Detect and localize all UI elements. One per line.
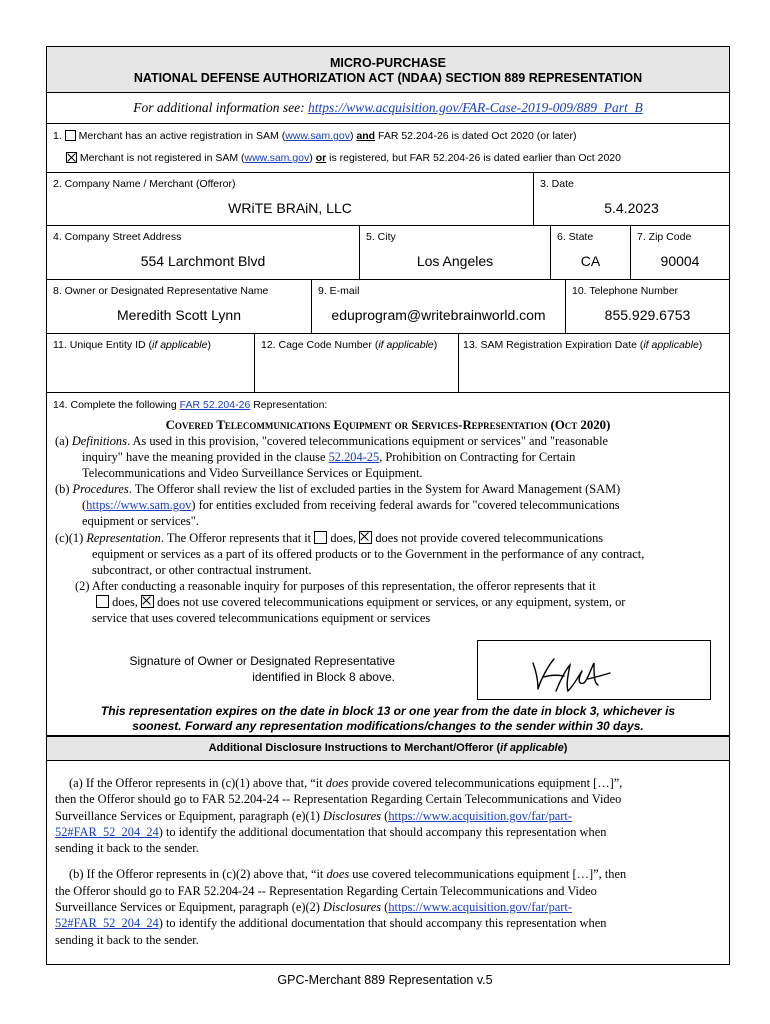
form-frame — [46, 46, 730, 965]
block14-intro: 14. Complete the following FAR 52.204-26 Representation: — [53, 399, 328, 411]
state-value: CA — [580, 253, 601, 269]
form-header — [47, 47, 729, 93]
representation-title: Covered Telecommunications Equipment or Services-Representation (Oct 2020) — [165, 418, 611, 432]
far-part-52-link-b[interactable]: https://www.acquisition.gov/far/part- — [388, 900, 572, 915]
far-52-204-26-link[interactable]: FAR 52.204-26 — [179, 399, 251, 411]
far-52-204-25-link[interactable]: 52.204-25 — [328, 450, 380, 465]
owner-value: Meredith Scott Lynn — [117, 307, 241, 323]
city-value: Los Angeles — [416, 253, 494, 269]
block1-option1-checkbox[interactable] — [65, 130, 76, 141]
sam-link[interactable]: www.sam.gov — [244, 152, 310, 164]
signature-box[interactable] — [477, 640, 711, 700]
company-label: 2. Company Name / Merchant (Offeror) — [53, 178, 236, 190]
sam-expiration-label: 13. SAM Registration Expiration Date (if applicable) — [463, 339, 703, 351]
street-cell[interactable] — [47, 226, 360, 279]
far-part-52-link-a-cont[interactable]: 52#FAR_52_204_24 — [55, 824, 159, 839]
date-value: 5.4.2023 — [604, 200, 659, 216]
company-cell[interactable] — [47, 173, 534, 225]
c2-does-not-checkbox[interactable] — [141, 595, 154, 608]
owner-cell[interactable] — [47, 280, 312, 333]
sam-expiration-cell[interactable] — [459, 334, 729, 392]
block1-row — [47, 124, 729, 173]
disclosure-text: (a) If the Offeror represents in (c)(1) above that, “it does provide covered telecommunications equipment […]”, then the Offeror should go to FAR 52.204-24 -- Representation Regarding Certain Telecommunications and Video Surveillance Services or Equipment, paragraph (e)(1) Disclosures (https://www.acquisition.gov/far/part- 52#FAR_52_204_24) to identify the additional documentation that should accompany this representation when sending it back to the sender. (b) If the Offeror represents in (c)(2) above that, “it does use covered telecommunications equipment […]”, then the Offeror should go to FAR 52.204-24 -- Representation Regarding Certain Telecommunications and Video Surveillance Services or Equipment, paragraph (e)(2) Disclosures (https://www.acquisition.gov/far/part- 52#FAR_52_204_24) to identify the additional documentation that should accompany this representation when sending it back to the sender. — [55, 776, 627, 947]
email-cell[interactable] — [312, 280, 566, 333]
header-title-line1: MICRO-PURCHASE — [330, 56, 446, 70]
representation-text: (a) Definitions. As used in this provision, "covered telecommunications equipment or services" and "reasonable inquiry" have the meaning provided in the clause 52.204-25, Prohibition on Contracting for Certain Telecommunications and Video Surveillance Services or Equipment. (b) Procedures. The Offeror shall review the list of excluded parties in the System for Award Management (SAM) (https://www.sam.gov) for entities excluded from receiving federal awards for "covered telecommunications equipment or services". (c)(1) Representation. The Offeror represents that it does, does not provide covered telecommunications equipment or services as a part of its offered products or to the Government in the performance of any contract, subcontract, or other contractual instrument. (2) After conducting a reasonable inquiry for purposes of this representation, the offeror represents that it does, does not use covered telecommunications equipment or services, or any equipment, system, or service that uses covered telecommunications equipment or services — [55, 434, 645, 626]
sam-gov-link[interactable]: https://www.sam.gov — [86, 498, 192, 513]
state-label: 6. State — [557, 231, 594, 243]
footer-version: GPC-Merchant 889 Representation v.5 — [277, 973, 493, 987]
phone-label: 10. Telephone Number — [572, 285, 679, 297]
address-row — [47, 226, 729, 280]
info-line — [47, 93, 729, 124]
info-link[interactable]: https://www.acquisition.gov/FAR-Case-2019-009/889_Part_B — [308, 100, 643, 115]
company-row — [47, 173, 729, 226]
cage-label: 12. Cage Code Number (if applicable) — [261, 339, 438, 351]
header-title-line2: NATIONAL DEFENSE AUTHORIZATION ACT (NDAA) SECTION 889 REPRESENTATION — [133, 71, 643, 85]
date-cell[interactable] — [534, 173, 729, 225]
sam-link[interactable]: www.sam.gov — [285, 130, 350, 142]
far-part-52-link-b-cont[interactable]: 52#FAR_52_204_24 — [55, 916, 159, 931]
c1-does-checkbox[interactable] — [314, 531, 327, 544]
email-label: 9. E-mail — [318, 285, 360, 297]
zip-value: 90004 — [660, 253, 700, 269]
c1-does-not-checkbox[interactable] — [359, 531, 372, 544]
contact-row — [47, 280, 729, 334]
company-value: WRiTE BRAiN, LLC — [228, 200, 352, 216]
street-value: 554 Larchmont Blvd — [140, 253, 266, 269]
phone-value: 855.929.6753 — [604, 307, 691, 323]
owner-label: 8. Owner or Designated Representative Name — [53, 285, 269, 297]
street-label: 4. Company Street Address — [53, 231, 182, 243]
uei-label: 11. Unique Entity ID (if applicable) — [53, 339, 211, 351]
block1-number: 1. — [53, 130, 62, 142]
zip-label: 7. Zip Code — [637, 231, 692, 243]
city-label: 5. City — [366, 231, 396, 243]
c2-does-checkbox[interactable] — [96, 595, 109, 608]
zip-cell[interactable] — [631, 226, 729, 279]
block1-option2-checkbox[interactable] — [66, 152, 77, 163]
cage-cell[interactable] — [255, 334, 459, 392]
signature-image — [478, 641, 710, 699]
email-value: eduprogram@writebrainworld.com — [331, 307, 546, 323]
registration-row — [47, 334, 729, 393]
info-prefix: For additional information see: — [133, 100, 308, 115]
block1-option2-text: Merchant is not registered in SAM (www.sam.gov) or is registered, but FAR 52.204-26 is dated earlier than Oct 2020 — [79, 152, 621, 164]
state-cell[interactable] — [551, 226, 631, 279]
city-cell[interactable] — [360, 226, 551, 279]
uei-cell[interactable] — [47, 334, 255, 392]
disclosure-header: Additional Disclosure Instructions to Merchant/Offeror (if applicable) — [47, 736, 729, 761]
phone-cell[interactable] — [566, 280, 729, 333]
block1-option1-text: Merchant has an active registration in SAM (www.sam.gov) and FAR 52.204-26 is dated Oct 2020 (or later) — [78, 130, 577, 142]
expiry-notice: This representation expires on the date in block 13 or one year from the date in block 3, whichever is soonest. Forward any representation modifications/changes to the sender within 30 days. — [100, 704, 676, 733]
signature-label: Signature of Owner or Designated Representative identified in Block 8 above. — [129, 654, 395, 684]
date-label: 3. Date — [540, 178, 574, 190]
far-part-52-link-a[interactable]: https://www.acquisition.gov/far/part- — [388, 808, 572, 823]
